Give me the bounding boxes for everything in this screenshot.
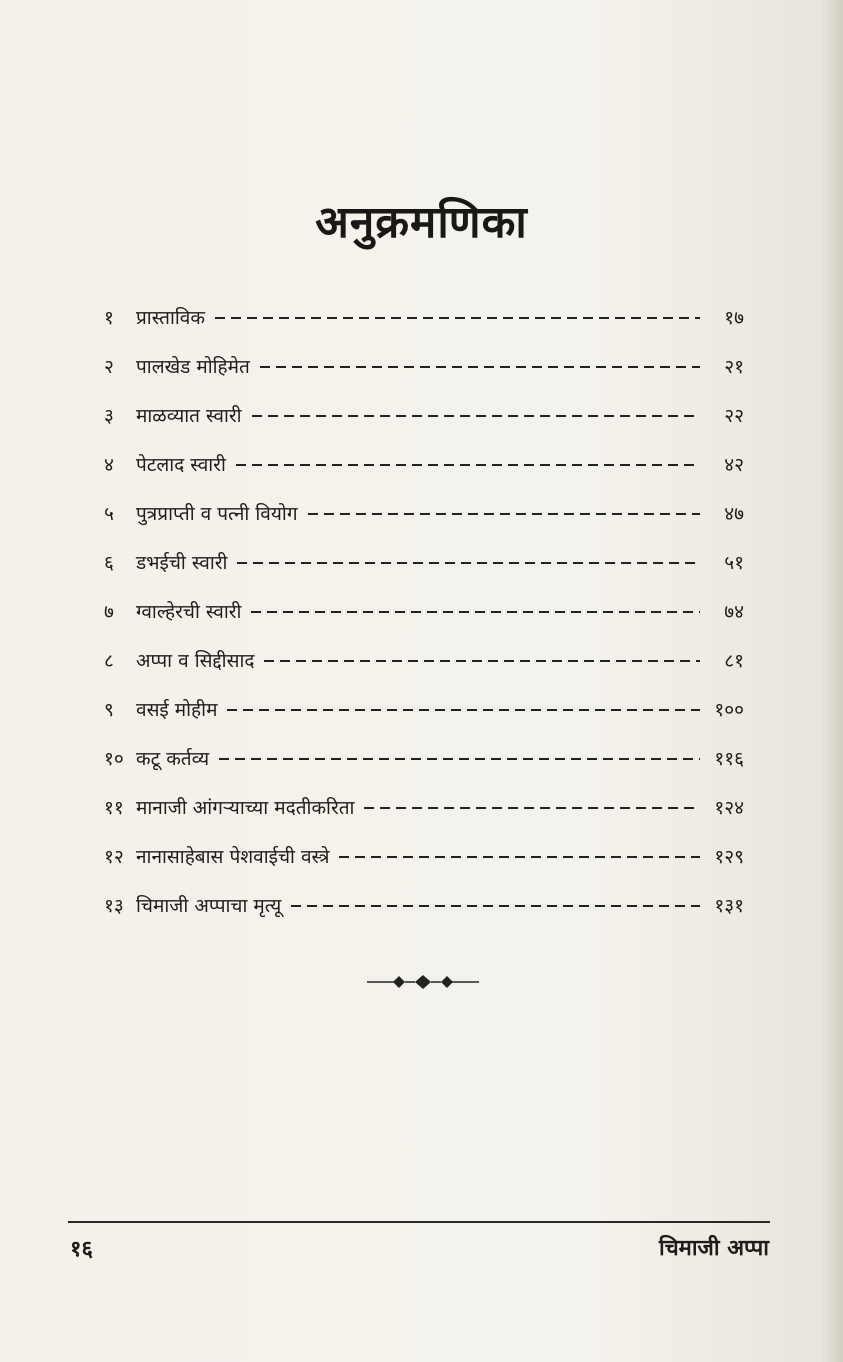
toc-row [104, 537, 744, 586]
toc-row [104, 635, 744, 684]
toc-number: ३ [104, 404, 114, 427]
toc-page-number: १७ [724, 306, 744, 329]
toc-dot-leader [264, 660, 700, 662]
toc-dot-leader [252, 415, 700, 417]
toc-title: कटू कर्तव्य [136, 747, 210, 770]
toc-page-number: ८१ [724, 649, 744, 672]
toc-row [104, 586, 744, 635]
footer-page-number: १६ [70, 1237, 93, 1262]
toc-title: वसई मोहीम [136, 698, 218, 721]
toc-title: पुत्रप्राप्ती व पत्नी वियोग [136, 502, 298, 525]
toc-number: ७ [104, 600, 114, 623]
toc-number: ८ [104, 649, 114, 672]
toc-dot-leader [227, 709, 700, 711]
toc-page-number: ११६ [714, 747, 744, 770]
toc-number: ४ [104, 453, 114, 476]
toc-row [104, 684, 744, 733]
toc-row [104, 488, 744, 537]
toc-page-number: ४२ [724, 453, 744, 476]
toc-row [104, 831, 744, 880]
toc-dot-leader [364, 807, 700, 809]
divider-ornament [363, 972, 483, 992]
toc-row [104, 439, 744, 488]
toc-number: ९ [104, 698, 114, 721]
toc-title: नानासाहेबास पेशवाईची वस्त्रे [136, 845, 330, 868]
toc-page-number: ७४ [724, 600, 744, 623]
toc-dot-leader [219, 758, 700, 760]
toc-page-number: २१ [724, 355, 744, 378]
toc-page-number: २२ [724, 404, 744, 427]
toc-title: प्रास्ताविक [136, 306, 205, 329]
toc-page-number: १३१ [714, 894, 744, 917]
toc-page-number: ४७ [724, 502, 744, 525]
toc-dot-leader [236, 464, 700, 466]
toc-dot-leader [237, 562, 700, 564]
toc-title: ग्वाल्हेरची स्वारी [136, 600, 242, 623]
table-of-contents [104, 292, 744, 929]
toc-dot-leader [260, 366, 700, 368]
footer-book-title: चिमाजी अप्पा [659, 1236, 769, 1261]
toc-row [104, 390, 744, 439]
toc-row [104, 292, 744, 341]
toc-number: १२ [104, 845, 124, 868]
toc-dot-leader [308, 513, 700, 515]
toc-row [104, 782, 744, 831]
toc-dot-leader [339, 856, 700, 858]
toc-number: १३ [104, 894, 124, 917]
toc-page-number: ५१ [724, 551, 744, 574]
toc-title: चिमाजी अप्पाचा मृत्यू [136, 894, 282, 917]
toc-number: ११ [104, 796, 124, 819]
toc-row [104, 733, 744, 782]
toc-number: ५ [104, 502, 114, 525]
toc-title: पालखेड मोहिमेत [136, 355, 250, 378]
toc-number: ६ [104, 551, 114, 574]
toc-dot-leader [291, 905, 700, 907]
toc-title: पेटलाद स्वारी [136, 453, 226, 476]
toc-row [104, 341, 744, 390]
toc-dot-leader [215, 317, 700, 319]
toc-page-number: १२९ [714, 845, 744, 868]
toc-number: १ [104, 306, 114, 329]
toc-dot-leader [251, 611, 700, 613]
toc-title: डभईची स्वारी [136, 551, 228, 574]
toc-page-number: १०० [714, 698, 744, 721]
toc-row [104, 880, 744, 929]
toc-title: अप्पा व सिद्दीसाद [136, 649, 255, 672]
toc-title: माळव्यात स्वारी [136, 404, 242, 427]
toc-number: २ [104, 355, 114, 378]
footer-rule [68, 1221, 770, 1223]
page-title: अनुक्रमणिका [315, 197, 528, 248]
toc-page-number: १२४ [714, 796, 744, 819]
toc-title: मानाजी आंगऱ्याच्या मदतीकरिता [136, 796, 355, 819]
toc-number: १० [104, 747, 124, 770]
